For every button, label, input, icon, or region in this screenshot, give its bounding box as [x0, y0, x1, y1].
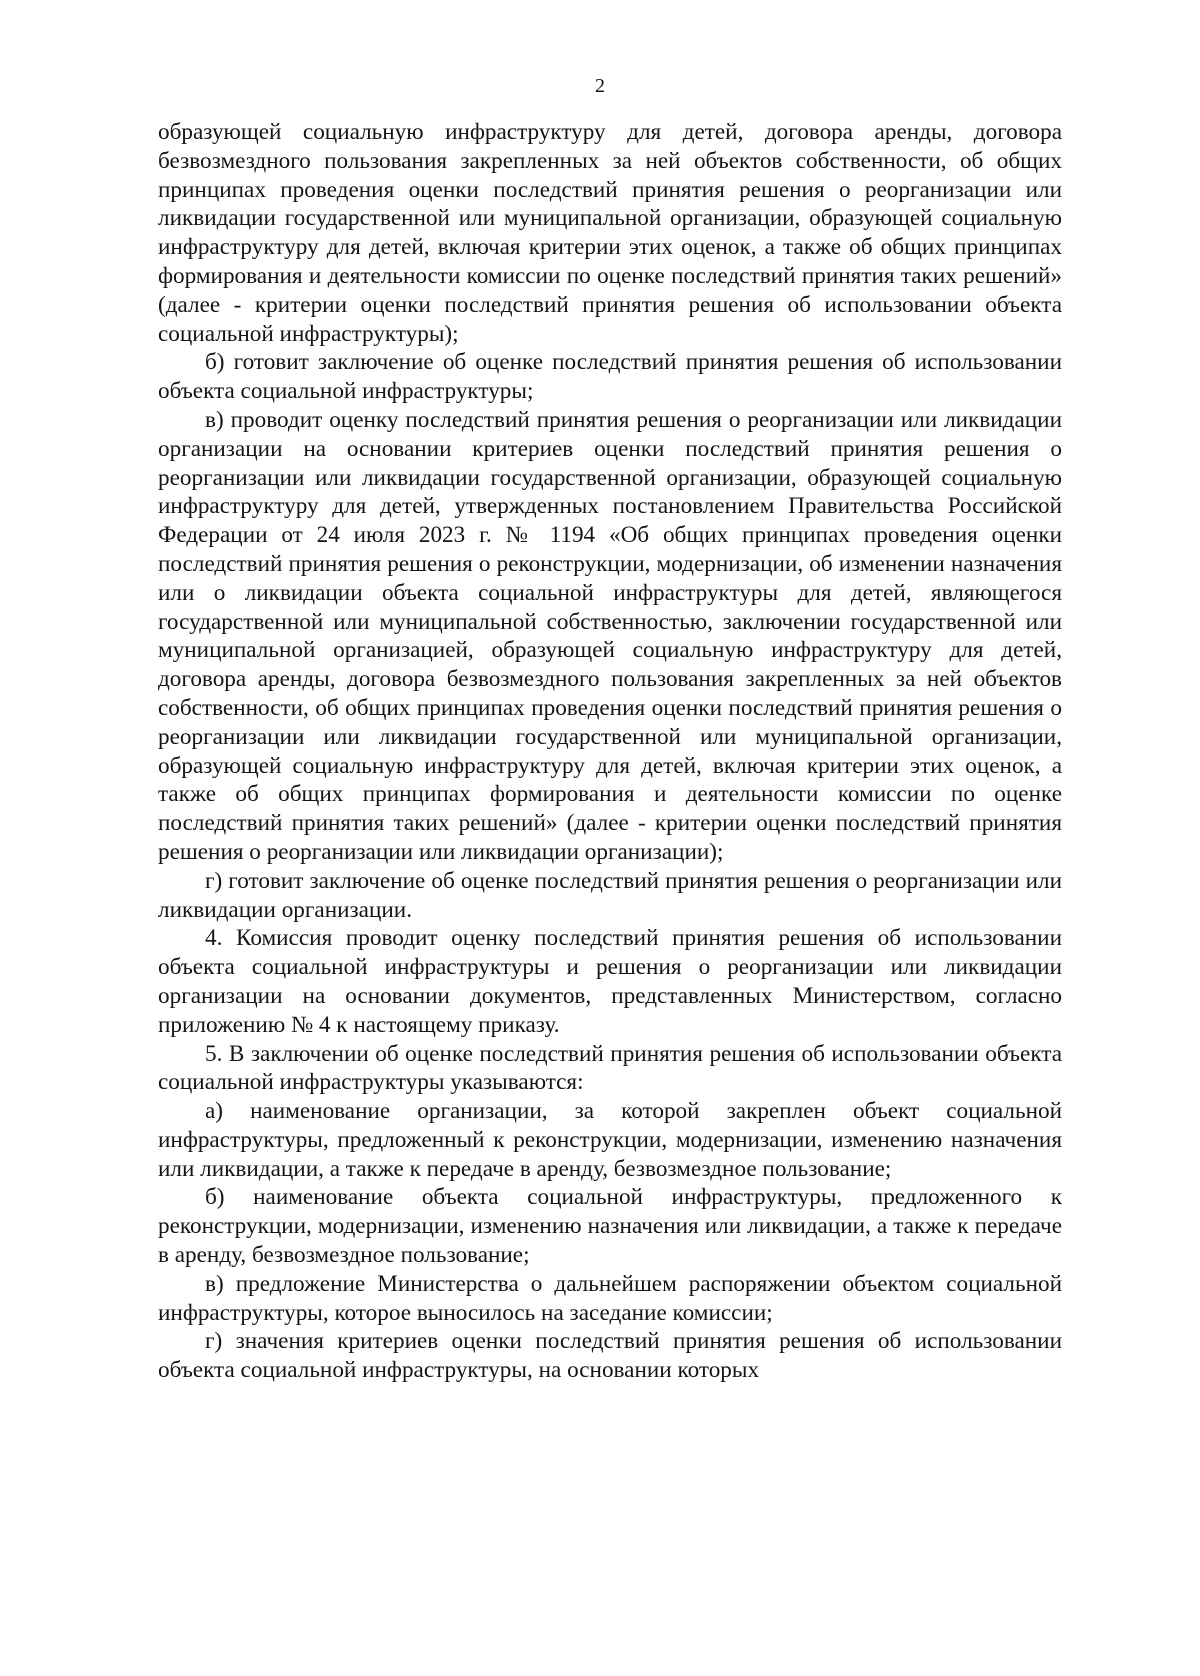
paragraph-item-v-assessment: в) проводит оценку последствий принятия решения о реорганизации или ликвидации организации на основании критериев оценки последствий принятия решения о реорганизации или ликвидации государственной организации, образующей социальную инфраструктуру для детей, утвержденных постановлением Правительства Российской Федерации от 24 июля 2023 г. № 1194 «Об общих принципах проведения оценки последствий принятия решения о реконструкции, модернизации, об изменении назначения или о ликвидации объекта социальной инфраструктуры для детей, являющегося государственной или муниципальной собственностью, заключении государственной или муниципальной организацией, образующей социальную инфраструктуру для детей, договора аренды, договора безвозмездного пользования закрепленных за ней объектов собственности, об общих принципах проведения оценки последствий принятия решения о реорганизации или ликвидации государственной или муниципальной организации, образующей социальную инфраструктуру для детей, включая критерии этих оценок, а также об общих принципах формирования и деятельности комиссии по оценке последствий принятия таких решений» (далее - критерии оценки последствий принятия решения о реорганизации или ликвидации организации);	[158, 406, 1062, 865]
paragraph-item-v-proposal: в) предложение Министерства о дальнейшем распоряжении объектом социальной инфраструктуры, которое выносилось на заседание комиссии;	[158, 1270, 1062, 1326]
paragraph-item-a-organization: а) наименование организации, за которой закреплен объект социальной инфраструктуры, предложенный к реконструкции, модернизации, изменению назначения или ликвидации, а также к передаче в аренду, безвозмездное пользование;	[158, 1098, 1062, 1182]
page-number: 2	[595, 75, 605, 97]
paragraph-item-g-criteria: г) значения критериев оценки последствий принятия решения об использовании объекта социальной инфраструктуры, на основании которых	[158, 1328, 1062, 1384]
document-body	[158, 118, 1062, 1385]
paragraph-continuation: образующей социальную инфраструктуру для детей, договора аренды, договора безвозмездного пользования закрепленных за ней объектов собственности, об общих принципах проведения оценки последствий принятия решения о реорганизации или ликвидации государственной или муниципальной организации, образующей социальную инфраструктуру для детей, включая критерии этих оценок, а также об общих принципах формирования и деятельности комиссии по оценке последствий принятия таких решений» (далее - критерии оценки последствий принятия решения об использовании объекта социальной инфраструктуры);	[158, 119, 1062, 347]
paragraph-clause-4: 4. Комиссия проводит оценку последствий принятия решения об использовании объекта социальной инфраструктуры и решения о реорганизации или ликвидации организации на основании документов, представленных Министерством, согласно приложению № 4 к настоящему приказу.	[158, 925, 1062, 1038]
paragraph-clause-5: 5. В заключении об оценке последствий принятия решения об использовании объекта социальной инфраструктуры указываются:	[158, 1040, 1062, 1096]
paragraph-item-b-conclusion: б) готовит заключение об оценке последствий принятия решения об использовании объекта социальной инфраструктуры;	[158, 349, 1062, 405]
paragraph-item-g-conclusion: г) готовит заключение об оценке последствий принятия решения о реорганизации или ликвидации организации.	[158, 867, 1062, 923]
paragraph-item-b-object: б) наименование объекта социальной инфраструктуры, предложенного к реконструкции, модернизации, изменению назначения или ликвидации, а также к передаче в аренду, безвозмездное пользование;	[158, 1184, 1062, 1269]
